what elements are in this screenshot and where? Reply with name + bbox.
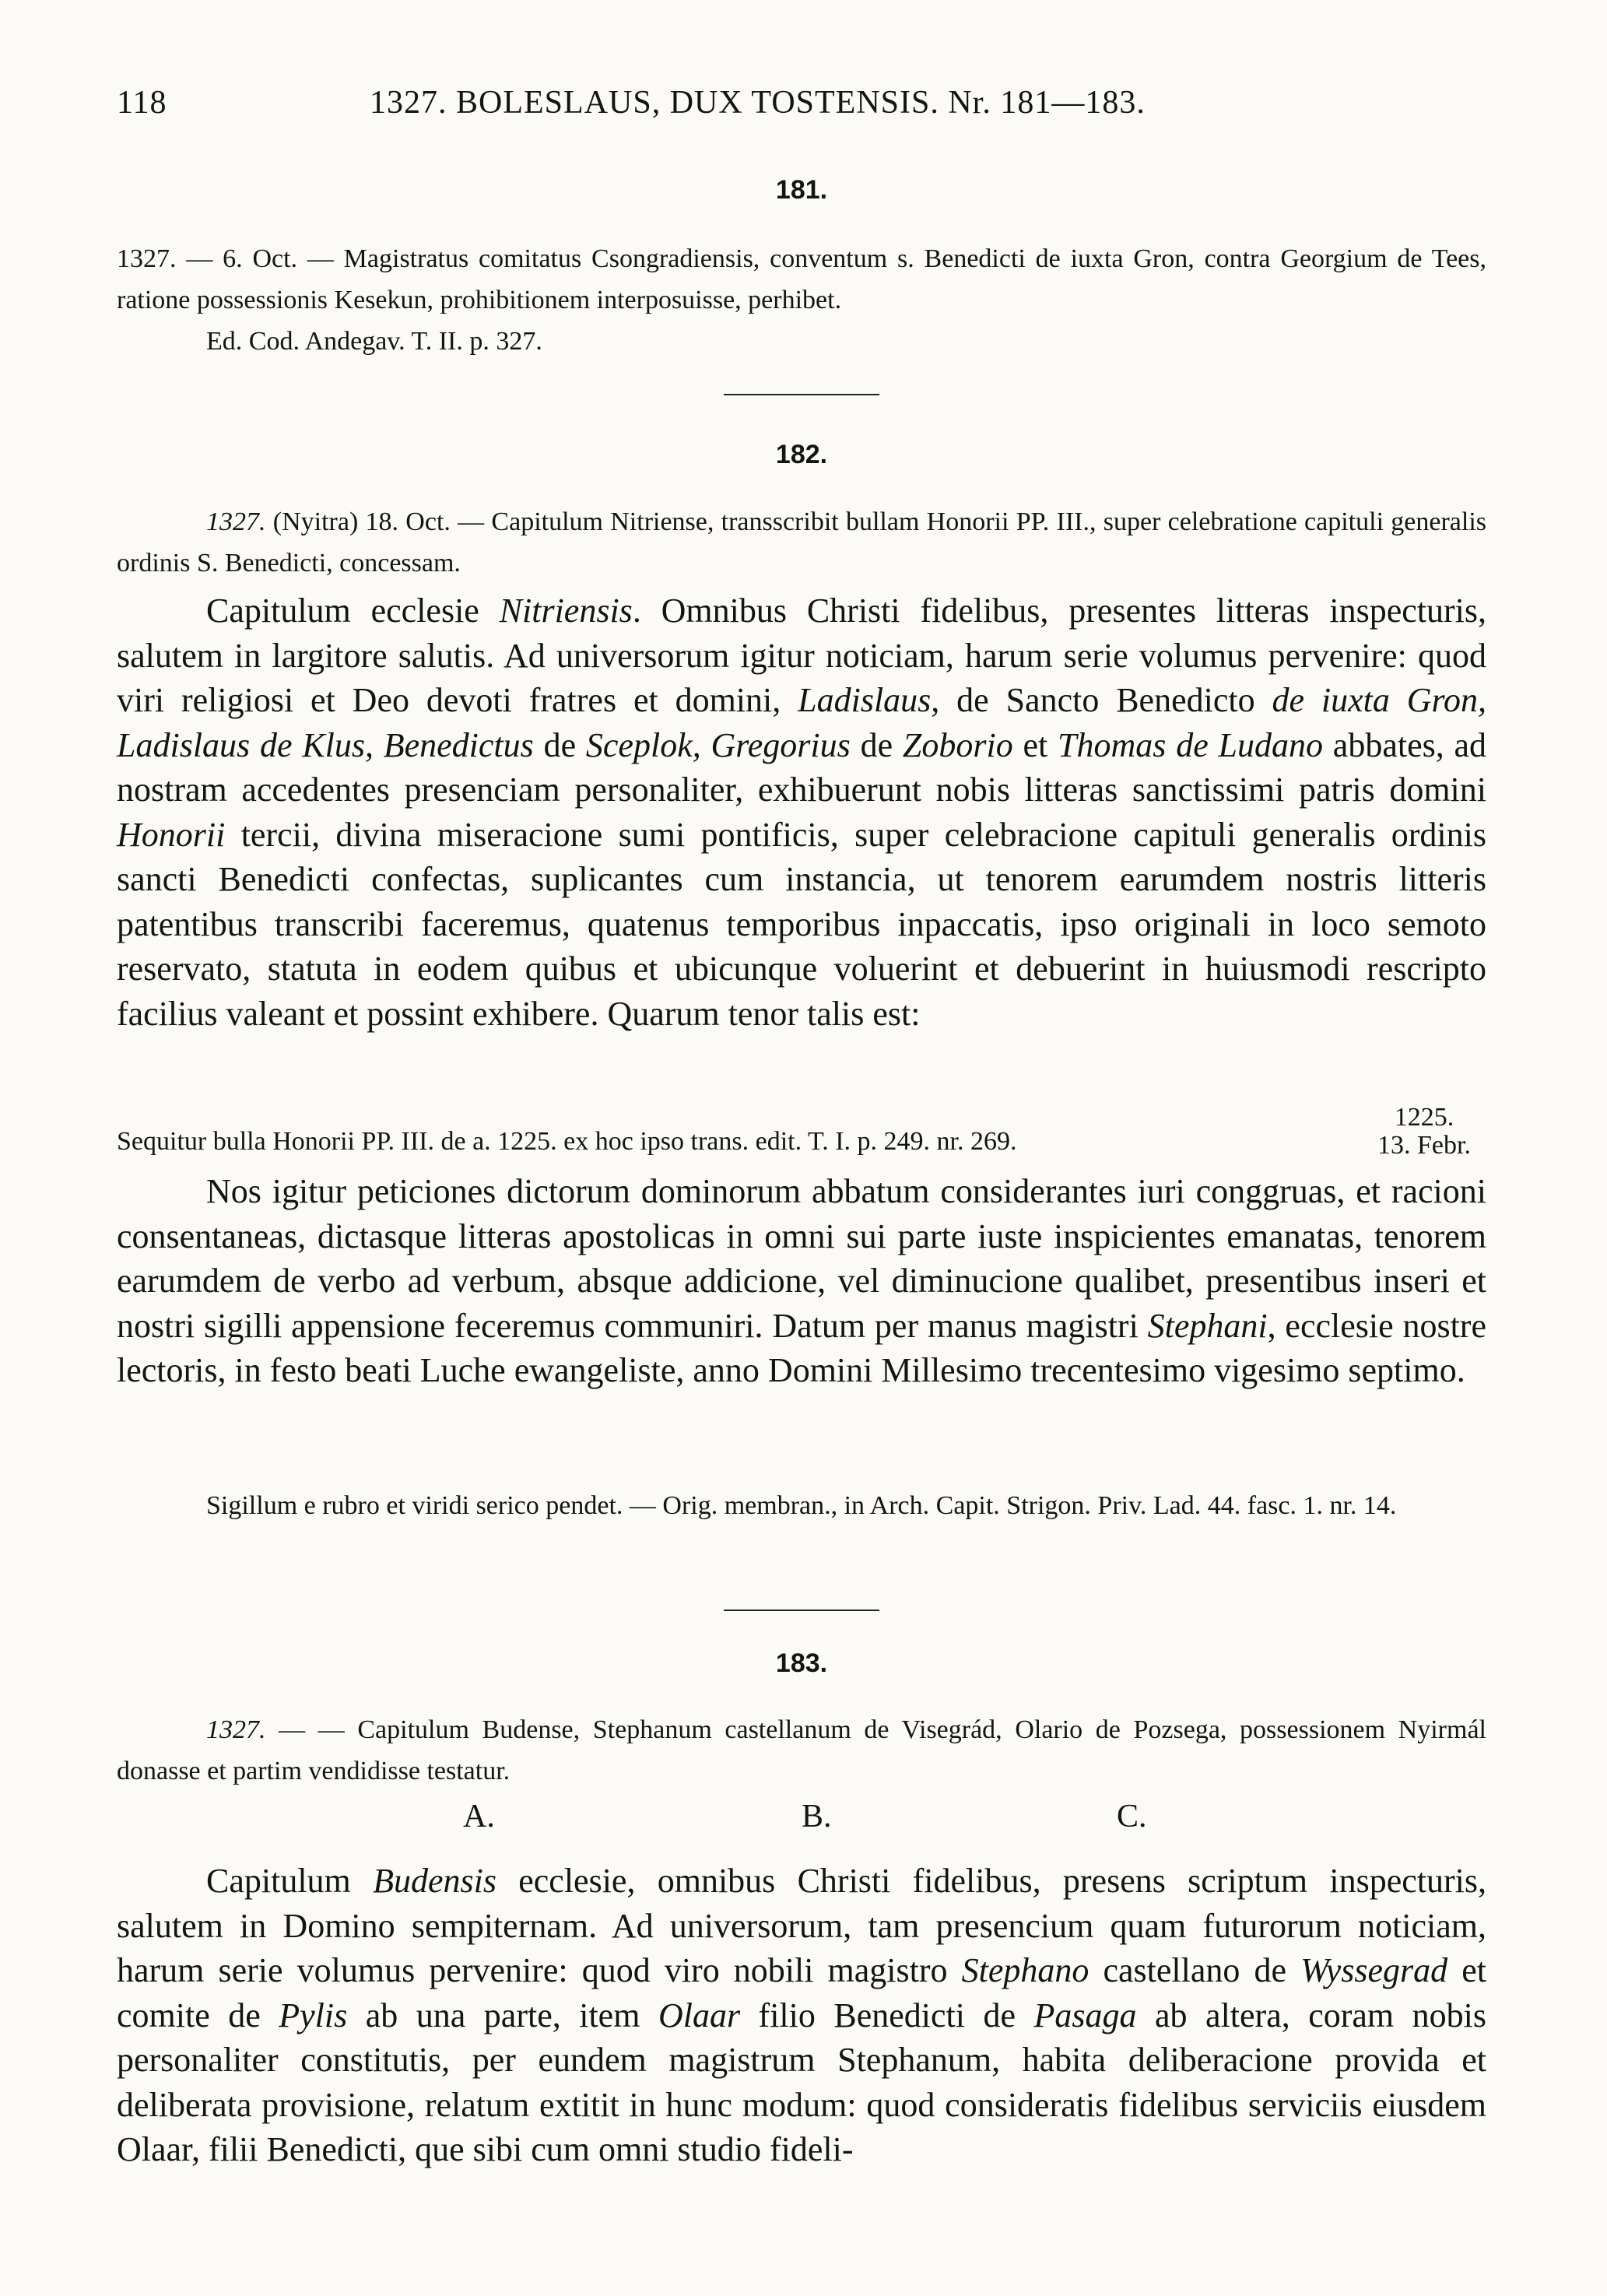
charter-182-continuation (117, 1169, 1486, 1393)
version-a-label: A. (463, 1799, 495, 1834)
text-segment: Capitulum ecclesie (206, 592, 500, 630)
text-segment: abbates, ad nostram accedentes presenciam personaliter, exhibuerunt nobis litteras sanctissimi patris domini (117, 725, 1487, 809)
document-number-183: 183. (775, 1648, 828, 1678)
text-segment: castellano de (1089, 1951, 1301, 1989)
italic-segment: Sceplok, Gregorius (585, 725, 851, 764)
charter-183-paragraph (117, 1859, 1486, 2172)
italic-segment: Wyssegrad (1300, 1951, 1448, 1989)
italic-segment: Nitriensis (499, 592, 633, 630)
charter-182-text (117, 588, 1486, 1036)
side-date-day: 13. Febr. (1377, 1131, 1471, 1160)
separator-rule (724, 394, 879, 395)
italic-segment: Olaar (658, 1996, 741, 2034)
text-segment: , ecclesie nostre lectoris, in festo beati Luche ewangeliste, anno Domini Millesimo trecentesimo vigesimo septimo. (117, 1306, 1486, 1389)
side-date-year: 1225. (1394, 1103, 1454, 1132)
text-segment: Nos igitur peticiones dictorum dominorum abbatum considerantes iuri conggruas, et racioni consentaneas, dictasque litteras apostolicas in omni sui parte iuste inspicientes emanatas, tenorem earumdem de verbo ad verbum, absque addicione, vel diminucione qualibet, presentibus inseri et nostri sigilli appensione feceremus communiri. Datum per manus magistri (117, 1172, 1486, 1345)
italic-segment: Pylis (279, 1996, 348, 2034)
charter-182-paragraph-1 (117, 588, 1486, 1036)
summary-182-year: 1327. (206, 507, 266, 536)
italic-segment: Thomas de Ludano (1058, 725, 1323, 764)
summary-181 (117, 238, 1486, 362)
summary-181-text: 1327. — 6. Oct. — Magistratus comitatus Csongradiensis, conventum s. Benedicti de iuxta Gron, contra Georgium de Tees, ratione possessionis Kesekun, prohibitionem interposuisse, perhibet. (117, 244, 1486, 314)
sequitur-text: Sequitur bulla Honorii PP. III. de a. 1225. ex hoc ipso trans. edit. T. I. p. 249. nr. 269. (117, 1127, 1017, 1156)
summary-182 (117, 501, 1486, 584)
charter-183-text (117, 1859, 1486, 2172)
text-segment: de (533, 725, 586, 764)
sequitur-note (117, 1121, 1331, 1162)
text-segment: de (850, 725, 903, 764)
italic-segment: de iuxta Gron, Ladislaus de Klus, Benedictus (117, 681, 1486, 764)
document-number-181: 181. (775, 175, 828, 205)
text-segment: , de Sancto Benedicto (931, 681, 1272, 719)
italic-segment: Ladislaus (798, 681, 932, 719)
summary-183-year: 1327. (206, 1715, 266, 1744)
summary-183-text: — — Capitulum Budense, Stephanum castellanum de Visegrád, Olario de Pozsega, possessionem Nyirmál donasse et partim vendidisse testatur. (117, 1715, 1486, 1785)
running-title: 1327. BOLESLAUS, DUX TOSTENSIS. Nr. 181—183. (370, 85, 1146, 121)
italic-segment: Zoborio (902, 725, 1013, 764)
sigillum-note (117, 1485, 1486, 1526)
text-segment: . Omnibus Christi fidelibus, presentes litteras inspecturis, salutem in largitore salutis. Ad universorum igitur noticiam, harum serie volumus pervenire: quod viri religiosi et Deo devoti fratres et domini, (117, 592, 1486, 719)
text-segment: et comite de (117, 1951, 1486, 2034)
italic-segment: Pasaga (1033, 1996, 1137, 2034)
version-c-label: C. (1117, 1799, 1147, 1834)
summary-182-text: (Nyitra) 18. Oct. — Capitulum Nitriense, transscribit bullam Honorii PP. III., super celebratione capituli generalis ordinis S. Benedicti, concessam. (117, 507, 1486, 578)
text-segment: ab altera, coram nobis personaliter constitutis, per eundem magistrum Stephanum, habita deliberacione provida et deliberata provisione, relatum extitit in hunc modum: quod consideratis fidelibus serviciis eiusdem Olaar, filii Benedicti, que sibi cum omni studio fideli- (117, 1996, 1487, 2168)
sigillum-text: Sigillum e rubro et viridi serico pendet. — Orig. membran., in Arch. Capit. Strigon. Priv. Lad. 44. fasc. 1. nr. 14. (206, 1491, 1397, 1520)
italic-segment: Budensis (373, 1862, 496, 1900)
side-date (1362, 1104, 1486, 1160)
edition-181: Ed. Cod. Andegav. T. II. p. 327. (206, 327, 542, 356)
document-number-182: 182. (775, 440, 828, 469)
separator-rule (724, 1610, 879, 1611)
text-segment: tercii, divina miseracione sumi pontificis, super celebracione capituli generalis ordinis sancti Benedicti confectas, suplicantes cum instancia, ut tenorem earumdem nostris litteris patentibus transcribi faceremus, quatenus temporibus inpaccatis, ipso originali in loco semoto reservato, statuta in eodem quibus et ubicunque voluerint et debuerint in huiusmodi rescripto facilius valeant et possint exhibere. Quarum tenor talis est: (117, 815, 1486, 1033)
version-b-label: B. (802, 1799, 832, 1834)
italic-segment: Stephani (1147, 1306, 1268, 1345)
text-segment: et (1012, 725, 1058, 764)
text-segment: ab una parte, item (347, 1996, 658, 2034)
text-segment: Capitulum (206, 1862, 374, 1900)
text-segment: ecclesie, omnibus Christi fidelibus, presens scriptum inspecturis, salutem in Domino sempiternam. Ad universorum, tam presencium quam futurorum noticiam, harum serie volumus pervenire: quod viro nobili magistro (117, 1862, 1486, 1989)
page-number: 118 (117, 85, 167, 121)
charter-182-paragraph-2 (117, 1169, 1486, 1393)
text-segment: filio Benedicti de (740, 1996, 1034, 2034)
italic-segment: Stephano (961, 1951, 1089, 1989)
summary-183 (117, 1709, 1486, 1792)
italic-segment: Honorii (117, 815, 226, 854)
